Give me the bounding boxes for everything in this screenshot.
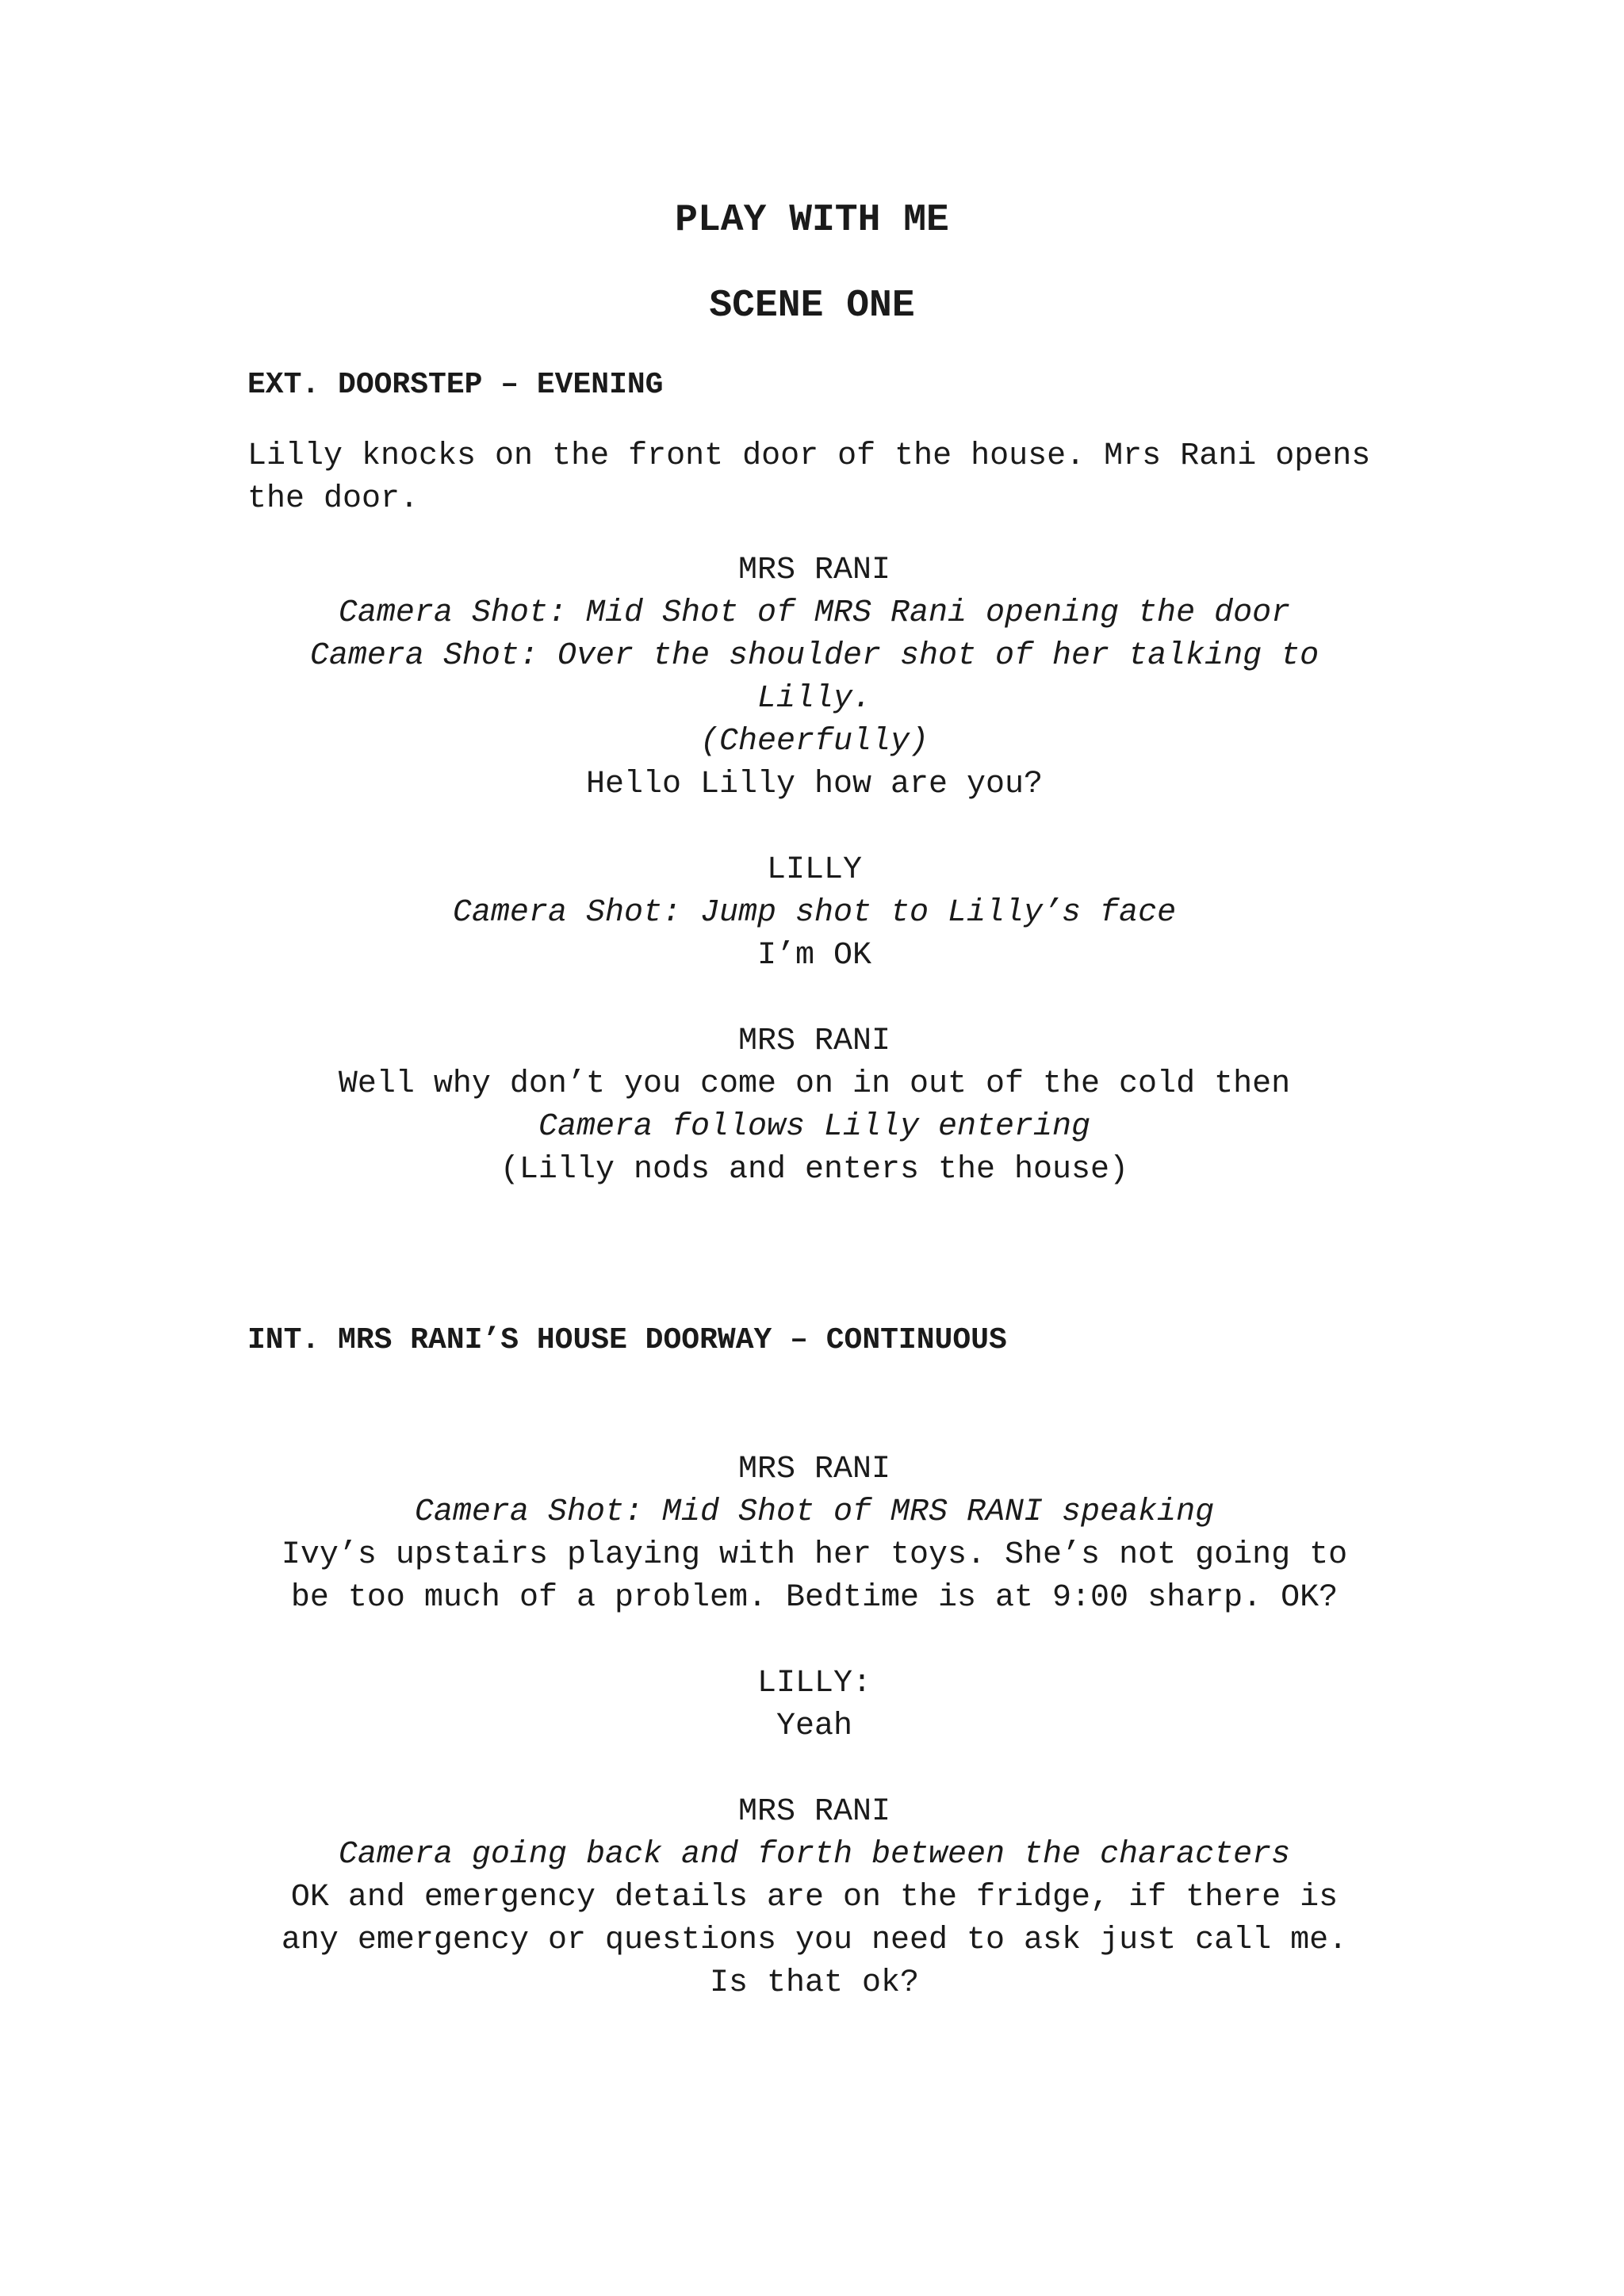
dialogue-line: be too much of a problem. Bedtime is at 9:00 sharp. OK? bbox=[290, 1580, 1339, 1616]
parenthetical: (Lilly nods and enters the house) bbox=[500, 1152, 1129, 1188]
dialogue-line: Yeah bbox=[776, 1709, 852, 1744]
dialogue-block bbox=[247, 1663, 1381, 1748]
dialogue-block bbox=[247, 1791, 1381, 2005]
character-name: MRS RANI bbox=[737, 1024, 891, 1059]
camera-direction: Camera Shot: Jump shot to Lilly’s face bbox=[452, 895, 1177, 931]
dialogue-line: any emergency or questions you need to ask just call me. bbox=[281, 1923, 1348, 1958]
camera-direction: Camera going back and forth between the characters bbox=[338, 1837, 1291, 1873]
camera-direction: Camera Shot: Mid Shot of MRS Rani opening the door bbox=[338, 595, 1291, 631]
character-name: MRS RANI bbox=[737, 1452, 891, 1487]
dialogue-line: Well why don’t you come on in out of the cold then bbox=[338, 1066, 1291, 1102]
character-name: MRS RANI bbox=[737, 1794, 891, 1830]
dialogue-block bbox=[247, 1020, 1381, 1192]
camera-direction: Camera Shot: Mid Shot of MRS RANI speaking bbox=[414, 1494, 1215, 1530]
script-title: PLAY WITH ME bbox=[675, 199, 949, 242]
scene-title: SCENE ONE bbox=[709, 285, 915, 327]
dialogue-line: Hello Lilly how are you? bbox=[585, 767, 1044, 802]
dialogue-block bbox=[247, 1448, 1381, 1620]
camera-direction: Camera Shot: Over the shoulder shot of her talking to Lilly. bbox=[309, 638, 1320, 717]
character-name: LILLY bbox=[766, 852, 863, 888]
dialogue-block bbox=[247, 549, 1381, 806]
dialogue-block bbox=[247, 849, 1381, 978]
scene-heading-interior: INT. MRS RANI’S HOUSE DOORWAY – CONTINUOUS bbox=[247, 1323, 1007, 1357]
character-name: MRS RANI bbox=[737, 553, 891, 588]
dialogue-line: Ivy’s upstairs playing with her toys. She’s not going to bbox=[281, 1537, 1348, 1573]
action-line: Lilly knocks on the front door of the house. Mrs Rani opens the door. bbox=[247, 438, 1371, 517]
parenthetical: (Cheerfully) bbox=[699, 724, 929, 760]
character-name: LILLY: bbox=[756, 1666, 872, 1701]
dialogue-line: Is that ok? bbox=[709, 1965, 920, 2001]
dialogue-line: OK and emergency details are on the fridge, if there is bbox=[290, 1880, 1339, 1915]
scene-heading-exterior: EXT. DOORSTEP – EVENING bbox=[247, 368, 664, 402]
dialogue-line: I’m OK bbox=[756, 938, 872, 974]
camera-direction: Camera follows Lilly entering bbox=[538, 1109, 1091, 1145]
